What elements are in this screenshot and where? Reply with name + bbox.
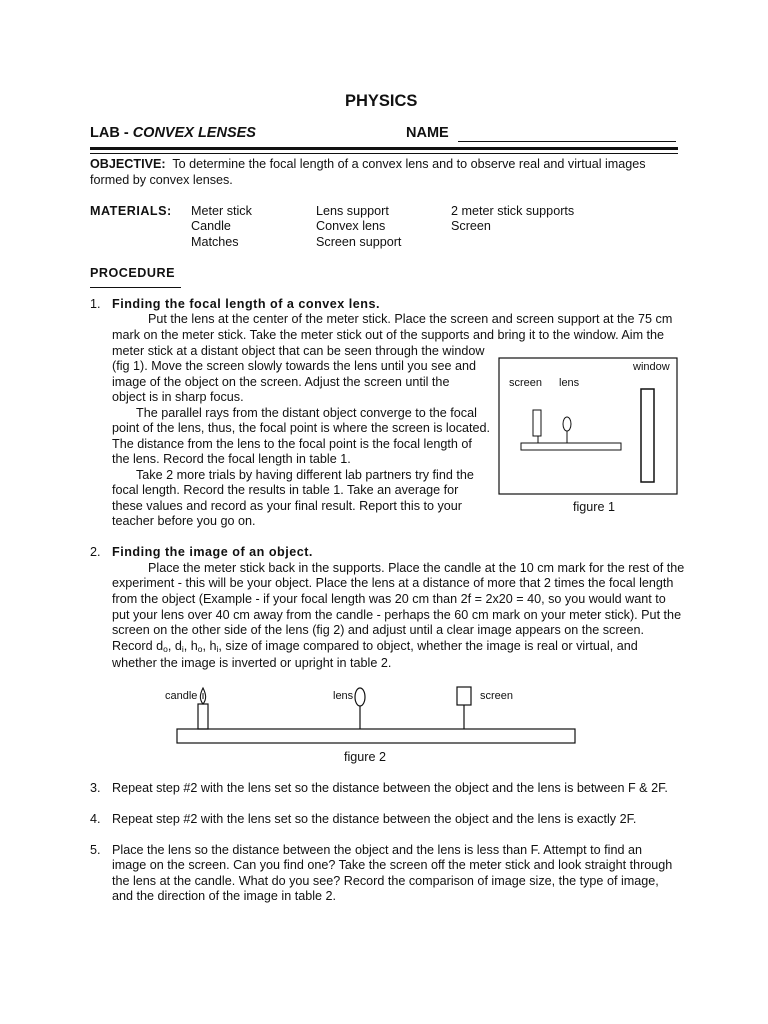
step-2-line: experiment - this will be your object. Place the lens at a distance of more that 2 times the focal length [112,576,674,590]
step-3-number: 3. [90,781,101,795]
record-text: Record d [112,639,164,653]
step-2-line: from the object (Example - if your focal length was 20 cm than 2f = 2x20 = 40, so you would want to [112,592,666,606]
step-1-line: object is in sharp focus. [112,390,244,404]
lens-icon [355,688,365,706]
step-5-line: the lens at the candle. What do you see? Record the comparison of image size, the type of image, [112,874,659,888]
step-1-line: Take 2 more trials by having different lab partners try find the [136,468,474,482]
page-title: PHYSICS [345,92,418,110]
step-1-line: (fig 1). Move the screen slowly towards the lens until you see and [112,359,477,373]
step-3-text: Repeat step #2 with the lens set so the distance between the object and the lens is between F & 2F. [112,781,668,795]
step-1-line: these values and record as your final result. Report this to your [112,499,463,513]
material-item: Candle [191,219,231,233]
step-1-line: meter stick at a distant object that can be seen through the window [112,344,485,358]
step-1-line: point of the lens, thus, the focal point is where the screen is located. [112,421,491,435]
record-text: , h [202,639,217,653]
material-item: Screen [451,219,491,233]
lab-name: CONVEX LENSES [132,125,256,141]
step-5-line: and the direction of the image in table 2. [112,889,337,903]
subscript-o: o [163,644,168,654]
record-text: , size of image compared to object, whether the image is real or virtual, and [218,639,638,653]
material-item: Lens support [316,204,389,218]
step-1-title: Finding the focal length of a convex lens. [112,297,381,311]
figure-1-window-label: window [633,361,670,373]
subscript-i: i [181,644,184,654]
record-text: , h [183,639,198,653]
material-item: Screen support [316,235,402,249]
objective-label: OBJECTIVE: [90,157,166,171]
step-1-line: Put the lens at the center of the meter stick. Place the screen and screen support at the 75 cm [148,312,673,326]
lab-prefix: LAB - [90,125,133,141]
figure-2-candle-label: candle [165,690,198,702]
subscript-o: o [197,644,203,654]
figure-2-lens-label: lens [333,690,354,702]
step-1-line: teacher before you go on. [112,514,256,528]
figure-1-caption: figure 1 [573,500,616,514]
step-1-line: the lens. Record the focal length in table 1. [112,452,351,466]
step-2-title: Finding the image of an object. [112,545,313,559]
figure-1-lens-label: lens [559,377,580,389]
subscript-i: i [216,644,219,654]
step-4-number: 4. [90,812,101,826]
step-5-line: image on the screen. Can you find one? Take the screen off the meter stick and look straight through [112,858,673,872]
figure-1-screen-label: screen [509,377,543,389]
figure-2-screen-label: screen [480,690,514,702]
step-5-number: 5. [90,843,101,857]
step-1-line: image of the object on the screen. Adjust the screen until the [112,375,450,389]
material-item: Meter stick [191,204,252,218]
step-2-line: put your lens over 40 cm away from the candle - perhaps the 60 cm mark on your meter stick). Put the [112,608,682,622]
procedure-heading: PROCEDURE [90,266,175,280]
step-5-line: Place the lens so the distance between the object and the lens is less than F. Attempt to find an [112,843,642,857]
step-1-line: The parallel rays from the distant object converge to the focal [136,406,477,420]
record-text: , d [167,639,182,653]
meter-stick-icon [177,729,575,743]
step-1-line: focal length. Record the results in table 1. Take an average for [112,483,459,497]
figure-2-caption: figure 2 [344,750,387,764]
step-2-line: whether the image is inverted or upright in table 2. [112,656,392,670]
materials-label: MATERIALS: [90,204,172,218]
candle-icon [198,704,208,729]
step-4-text: Repeat step #2 with the lens set so the distance between the object and the lens is exactly 2F. [112,812,637,826]
step-2-number: 2. [90,545,101,559]
material-item: Convex lens [316,219,386,233]
screen-icon [457,687,471,705]
objective-text-1: To determine the focal length of a convex lens and to observe real and virtual images [172,157,646,171]
step-1-line: mark on the meter stick. Take the meter stick out of the supports and bring it to the window. Aim the [112,328,665,342]
material-item: Matches [191,235,239,249]
objective-line-2: formed by convex lenses. [90,173,233,187]
material-item: 2 meter stick supports [451,204,575,218]
step-1-number: 1. [90,297,101,311]
step-1-line: The distance from the lens to the focal point is the focal length of [112,437,472,451]
step-2-line: Place the meter stick back in the supports. Place the candle at the 10 cm mark for the rest of the [148,561,685,575]
name-label: NAME [406,125,449,141]
step-2-line: screen on the other side of the lens (fig 2) and adjust until a clear image appears on the screen. [112,623,645,637]
